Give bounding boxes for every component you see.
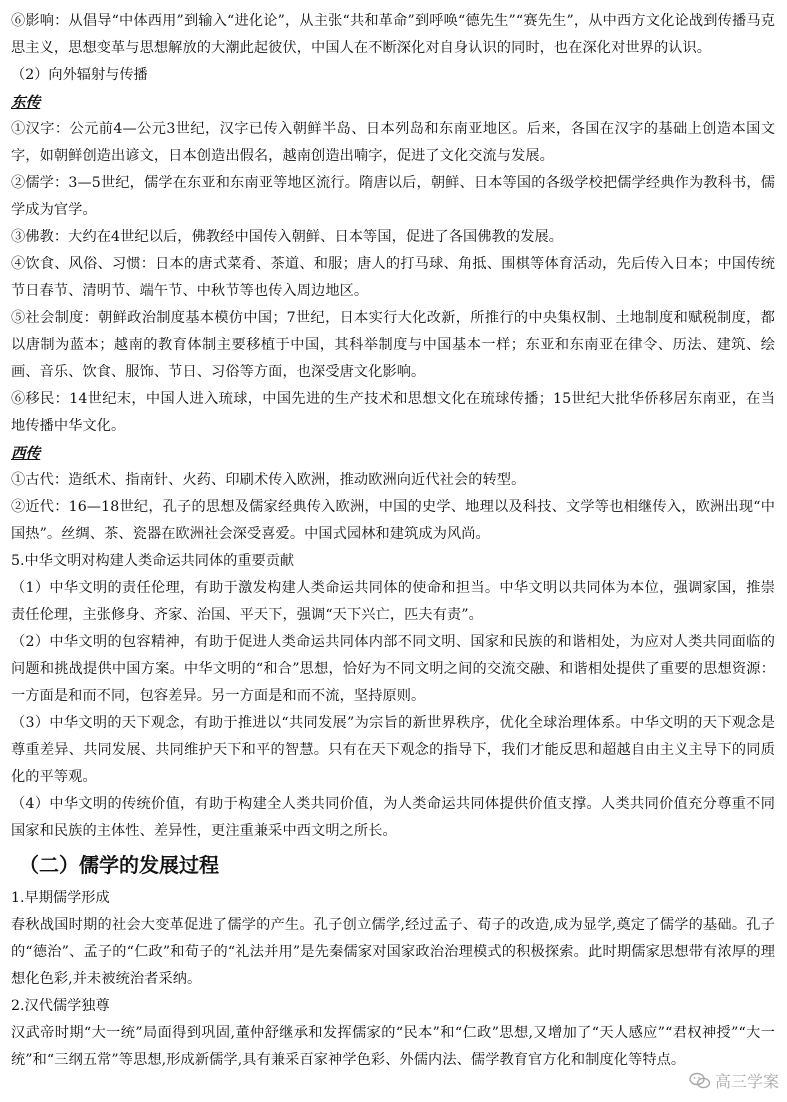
label-west: 西传 bbox=[11, 445, 41, 462]
east-item: ⑤社会制度：朝鲜政治制度基本模仿中国；7世纪，日本实行大化改新，所推行的中央集权制、土地制度和赋税制度，都以唐制为蓝本；越南的教育体制主要移植于中国，其科举制度与中国基本一样；东亚和东南亚在律令、历法、建筑、绘画、音乐、饮食、服饰、节日、习俗等方面，也深受唐文化影响。 bbox=[11, 310, 775, 380]
label-east: 东传 bbox=[11, 94, 41, 111]
section-5-item: （2）中华文明的包容精神，有助于促进人类命运共同体内部不同文明、国家和民族的和谐相处，为应对人类共同面临的问题和挑战提供中国方案。中华文明的“和合”思想，恰好为不同文明之间的交流交融、和谐相处提供了重要的思想资源：一方面是和而不同，包容差异。另一方面是和而不流，坚持原则。 bbox=[11, 634, 775, 704]
east-item: ⑥移民：14世纪末，中国人进入琉球，中国先进的生产技术和思想文化在琉球传播；15世纪大批华侨移居东南亚，在当地传播中华文化。 bbox=[11, 391, 775, 434]
section-5-item: （4）中华文明的传统价值，有助于构建全人类共同价值，为人类命运共同体提供价值支撑。人类共同价值充分尊重不同国家和民族的主体性、差异性，更注重兼采中西文明之所长。 bbox=[11, 796, 775, 839]
section-5-item: （1）中华文明的责任伦理，有助于激发构建人类命运共同体的使命和担当。中华文明以共同体为本位，强调家国，推崇责任伦理，主张修身、齐家、治国、平天下，强调“天下兴亡，匹夫有责”。 bbox=[11, 580, 775, 623]
east-item: ③佛教：大约在4世纪以后，佛教经中国传入朝鲜、日本等国，促进了各国佛教的发展。 bbox=[11, 229, 564, 245]
wechat-icon bbox=[689, 1072, 711, 1090]
han-confucianism-text: 汉武帝时期“大一统”局面得到巩固,董仲舒继承和发挥儒家的“民本”和“仁政”思想,又增加了“天人感应”“君权神授”“大一统”和“三纲五常”等思想,形成新儒学,具有兼采百家神学色彩、外儒内法、儒学教育官方化和制度化等特点。 bbox=[11, 1025, 775, 1068]
han-confucianism-title: 2.汉代儒学独尊 bbox=[11, 998, 110, 1014]
heading-confucianism-development: （二）儒学的发展过程 bbox=[19, 853, 219, 877]
east-item: ①汉字：公元前4—公元3世纪，汉字已传入朝鲜半岛、日本列岛和东南亚地区。后来，各国在汉字的基础上创造本国文字，如朝鲜创造出谚文，日本创造出假名，越南创造出喃字，促进了文化交流与发展。 bbox=[11, 121, 775, 164]
section-5-item: （3）中华文明的天下观念，有助于推进以“共同发展”为宗旨的新世界秩序，优化全球治理体系。中华文明的天下观念是尊重差异、共同发展、共同维护天下和平的智慧。只有在天下观念的指导下，我们才能反思和超越自由主义主导下的同质化的平等观。 bbox=[11, 715, 775, 785]
east-item: ④饮食、风俗、习惯：日本的唐式菜肴、茶道、和服；唐人的打马球、角抵、围棋等体育活动，先后传入日本；中国传统节日春节、清明节、端午节、中秋节等也传入周边地区。 bbox=[11, 256, 775, 299]
watermark bbox=[689, 1069, 779, 1092]
paragraph-influence: ⑥影响：从倡导“中体西用”到输入“进化论”，从主张“共和革命”到呼唤“德先生”“赛先生”，从中西方文化论战到传播马克思主义，思想变革与思想解放的大潮此起彼伏，中国人在不断深化对自身认识的同时，也在深化对世界的认识。 bbox=[11, 13, 775, 56]
early-confucianism-title: 1.早期儒学形成 bbox=[11, 890, 110, 906]
west-item: ②近代：16—18世纪，孔子的思想及儒家经典传入欧洲，中国的史学、地理以及科技、文学等也相继传入，欧洲出现“中国热”。丝绸、茶、瓷器在欧洲社会深受喜爱。中国式园林和建筑成为风尚。 bbox=[11, 499, 775, 542]
section-5-title: 5.中华文明对构建人类命运共同体的重要贡献 bbox=[11, 553, 295, 569]
west-item: ①古代：造纸术、指南针、火药、印刷术传入欧洲，推动欧洲向近代社会的转型。 bbox=[11, 472, 526, 488]
subheading-outward-spread: （2）向外辐射与传播 bbox=[11, 67, 148, 83]
east-item: ②儒学：3—5世纪，儒学在东亚和东南亚等地区流行。隋唐以后，朝鲜、日本等国的各级学校把儒学经典作为教科书，儒学成为官学。 bbox=[11, 175, 775, 218]
watermark-text: 高三学案 bbox=[714, 1072, 779, 1091]
early-confucianism-text: 春秋战国时期的社会大变革促进了儒学的产生。孔子创立儒学,经过孟子、荀子的改造,成为显学,奠定了儒学的基础。孔子的“德治”、孟子的“仁政”和荀子的“礼法并用”是先秦儒家对国家政治治理模式的积极探索。此时期儒家思想带有浓厚的理想化色彩,并未被统治者采纳。 bbox=[11, 917, 775, 987]
